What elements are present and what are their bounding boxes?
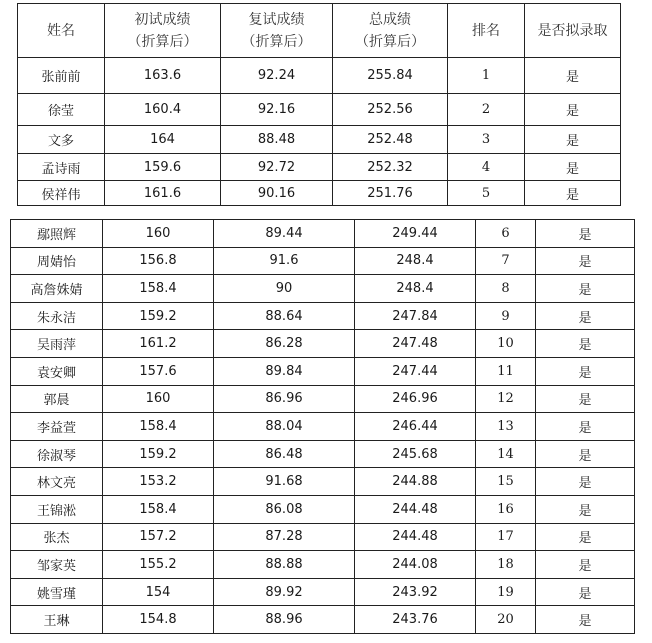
cell-name: 王锦淞 <box>11 495 103 523</box>
cell-rank: 19 <box>476 578 536 606</box>
cell-name: 郭晨 <box>11 385 103 413</box>
cell-retest: 89.44 <box>214 220 355 248</box>
cell-retest: 90 <box>214 275 355 303</box>
table-row <box>11 385 635 413</box>
cell-rank: 15 <box>476 468 536 496</box>
cell-admit: 是 <box>536 468 635 496</box>
cell-total: 247.44 <box>355 357 476 385</box>
cell-total: 244.88 <box>355 468 476 496</box>
cell-admit: 是 <box>536 551 635 579</box>
score-table-bottom <box>10 219 635 634</box>
table-row <box>11 413 635 441</box>
cell-total: 252.48 <box>333 126 448 154</box>
cell-prelim: 160.4 <box>105 94 221 126</box>
cell-total: 244.48 <box>355 523 476 551</box>
cell-prelim: 153.2 <box>103 468 214 496</box>
cell-total: 255.84 <box>333 58 448 94</box>
cell-admit: 是 <box>536 357 635 385</box>
cell-rank: 17 <box>476 523 536 551</box>
table-row <box>18 181 621 206</box>
cell-prelim: 163.6 <box>105 58 221 94</box>
cell-retest: 90.16 <box>221 181 333 206</box>
cell-retest: 88.04 <box>214 413 355 441</box>
table-row <box>11 357 635 385</box>
cell-name: 孟诗雨 <box>18 154 105 181</box>
cell-retest: 88.48 <box>221 126 333 154</box>
cell-rank: 2 <box>448 94 525 126</box>
header-retest-line2: （折算后） <box>241 33 312 50</box>
cell-total: 252.32 <box>333 154 448 181</box>
cell-retest: 88.64 <box>214 302 355 330</box>
cell-admit: 是 <box>536 606 635 634</box>
cell-prelim: 157.2 <box>103 523 214 551</box>
header-prelim-line1: 初试成绩 <box>134 11 191 28</box>
table-row <box>18 126 621 154</box>
cell-total: 245.68 <box>355 440 476 468</box>
header-rank <box>448 4 525 58</box>
cell-prelim: 158.4 <box>103 495 214 523</box>
cell-total: 243.92 <box>355 578 476 606</box>
cell-prelim: 155.2 <box>103 551 214 579</box>
header-admit <box>525 4 621 58</box>
cell-admit: 是 <box>536 523 635 551</box>
table-row <box>11 247 635 275</box>
header-total-line2: （折算后） <box>355 33 425 50</box>
cell-retest: 86.28 <box>214 330 355 358</box>
cell-retest: 86.08 <box>214 495 355 523</box>
cell-name: 朱永洁 <box>11 302 103 330</box>
cell-name: 周婧怡 <box>11 247 103 275</box>
cell-rank: 20 <box>476 606 536 634</box>
cell-total: 248.4 <box>355 275 476 303</box>
cell-total: 246.44 <box>355 413 476 441</box>
cell-rank: 7 <box>476 247 536 275</box>
header-retest <box>221 4 333 58</box>
header-retest-line1: 复试成绩 <box>248 11 305 28</box>
score-table-bottom-body <box>11 220 635 634</box>
cell-admit: 是 <box>536 302 635 330</box>
cell-name: 侯祥伟 <box>18 181 105 206</box>
table-row <box>11 495 635 523</box>
cell-prelim: 159.2 <box>103 440 214 468</box>
cell-admit: 是 <box>536 385 635 413</box>
header-rank-label: 排名 <box>472 22 500 39</box>
table-row <box>11 330 635 358</box>
cell-prelim: 158.4 <box>103 413 214 441</box>
cell-prelim: 159.2 <box>103 302 214 330</box>
header-prelim <box>105 4 221 58</box>
cell-retest: 87.28 <box>214 523 355 551</box>
cell-rank: 14 <box>476 440 536 468</box>
cell-admit: 是 <box>525 94 621 126</box>
cell-total: 247.48 <box>355 330 476 358</box>
cell-total: 249.44 <box>355 220 476 248</box>
cell-prelim: 160 <box>103 385 214 413</box>
cell-admit: 是 <box>536 275 635 303</box>
cell-admit: 是 <box>536 440 635 468</box>
cell-name: 徐莹 <box>18 94 105 126</box>
cell-retest: 91.68 <box>214 468 355 496</box>
cell-name: 邹家英 <box>11 551 103 579</box>
cell-admit: 是 <box>536 578 635 606</box>
cell-retest: 92.72 <box>221 154 333 181</box>
cell-admit: 是 <box>536 413 635 441</box>
table-row <box>18 58 621 94</box>
cell-prelim: 161.6 <box>105 181 221 206</box>
cell-retest: 86.48 <box>214 440 355 468</box>
cell-prelim: 156.8 <box>103 247 214 275</box>
header-row <box>18 4 621 58</box>
cell-rank: 18 <box>476 551 536 579</box>
table-row <box>11 606 635 634</box>
table-row <box>18 94 621 126</box>
cell-admit: 是 <box>525 126 621 154</box>
header-total <box>333 4 448 58</box>
header-total-line1: 总成绩 <box>369 11 411 28</box>
cell-rank: 5 <box>448 181 525 206</box>
cell-prelim: 161.2 <box>103 330 214 358</box>
table-row <box>11 302 635 330</box>
cell-prelim: 160 <box>103 220 214 248</box>
cell-rank: 3 <box>448 126 525 154</box>
cell-admit: 是 <box>525 181 621 206</box>
cell-name: 张杰 <box>11 523 103 551</box>
table-row <box>11 275 635 303</box>
table-row <box>11 468 635 496</box>
cell-total: 248.4 <box>355 247 476 275</box>
cell-rank: 4 <box>448 154 525 181</box>
cell-rank: 16 <box>476 495 536 523</box>
cell-name: 王琳 <box>11 606 103 634</box>
cell-rank: 9 <box>476 302 536 330</box>
table-row <box>11 578 635 606</box>
cell-name: 徐淑琴 <box>11 440 103 468</box>
header-name-label: 姓名 <box>47 22 75 39</box>
cell-rank: 10 <box>476 330 536 358</box>
cell-name: 吴雨萍 <box>11 330 103 358</box>
cell-retest: 88.96 <box>214 606 355 634</box>
table-row <box>18 154 621 181</box>
cell-retest: 92.24 <box>221 58 333 94</box>
cell-prelim: 154.8 <box>103 606 214 634</box>
cell-admit: 是 <box>536 247 635 275</box>
cell-prelim: 158.4 <box>103 275 214 303</box>
cell-total: 244.08 <box>355 551 476 579</box>
cell-admit: 是 <box>525 154 621 181</box>
cell-rank: 12 <box>476 385 536 413</box>
table-row <box>11 523 635 551</box>
cell-rank: 8 <box>476 275 536 303</box>
cell-name: 李益萱 <box>11 413 103 441</box>
cell-name: 文多 <box>18 126 105 154</box>
cell-total: 247.84 <box>355 302 476 330</box>
cell-name: 林文亮 <box>11 468 103 496</box>
cell-retest: 92.16 <box>221 94 333 126</box>
table-row <box>11 551 635 579</box>
cell-prelim: 157.6 <box>103 357 214 385</box>
cell-name: 袁安卿 <box>11 357 103 385</box>
cell-admit: 是 <box>536 220 635 248</box>
table-row <box>11 440 635 468</box>
header-admit-label: 是否拟录取 <box>537 22 608 39</box>
score-table-top <box>17 3 621 206</box>
cell-retest: 89.92 <box>214 578 355 606</box>
cell-total: 246.96 <box>355 385 476 413</box>
cell-retest: 86.96 <box>214 385 355 413</box>
cell-rank: 6 <box>476 220 536 248</box>
cell-total: 252.56 <box>333 94 448 126</box>
cell-total: 251.76 <box>333 181 448 206</box>
cell-admit: 是 <box>536 330 635 358</box>
cell-prelim: 154 <box>103 578 214 606</box>
cell-retest: 88.88 <box>214 551 355 579</box>
cell-admit: 是 <box>525 58 621 94</box>
cell-rank: 1 <box>448 58 525 94</box>
cell-total: 243.76 <box>355 606 476 634</box>
cell-admit: 是 <box>536 495 635 523</box>
header-prelim-line2: （折算后） <box>127 33 198 50</box>
cell-retest: 89.84 <box>214 357 355 385</box>
cell-name: 姚雪瑾 <box>11 578 103 606</box>
table-row <box>11 220 635 248</box>
cell-retest: 91.6 <box>214 247 355 275</box>
cell-prelim: 164 <box>105 126 221 154</box>
header-name <box>18 4 105 58</box>
cell-name: 高詹姝婧 <box>11 275 103 303</box>
cell-total: 244.48 <box>355 495 476 523</box>
cell-name: 张前前 <box>18 58 105 94</box>
cell-prelim: 159.6 <box>105 154 221 181</box>
cell-rank: 11 <box>476 357 536 385</box>
cell-rank: 13 <box>476 413 536 441</box>
cell-name: 鄢照辉 <box>11 220 103 248</box>
